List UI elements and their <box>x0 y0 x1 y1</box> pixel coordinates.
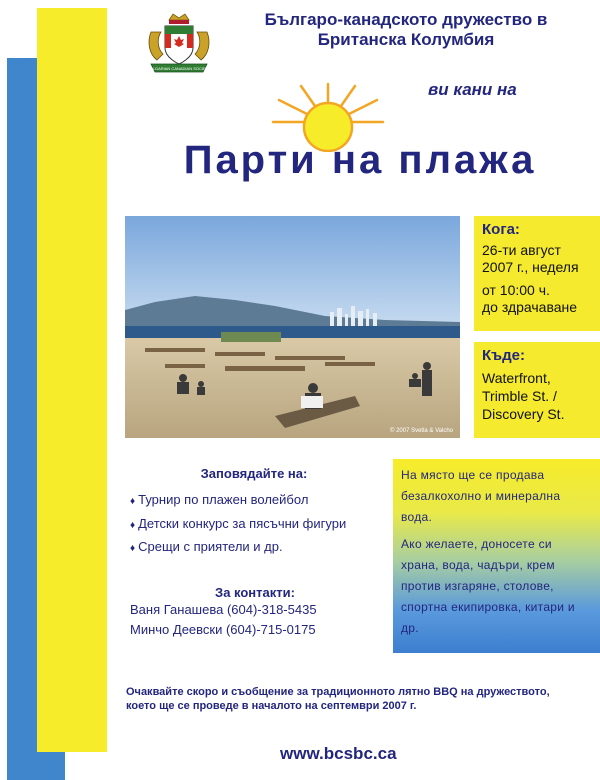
contact-person: Ваня Ганашева (604)-318-5435 <box>130 602 317 617</box>
info-paragraph-bring: Ако желаете, доносете си храна, вода, чадъри, крем против изгаряне, столове, спортна екипировка, китари и др. <box>401 537 575 635</box>
bbq-announcement <box>126 685 586 713</box>
contact-person: Минчо Деевски (604)-715-0175 <box>130 622 316 637</box>
svg-text:BULGARIAN CANADIAN SOCIETY: BULGARIAN CANADIAN SOCIETY <box>147 66 211 71</box>
event-title: Парти на плажа <box>183 138 537 182</box>
diamond-bullet-icon: ♦ <box>130 543 136 554</box>
event-date-line1: 26-ти август <box>482 242 561 258</box>
photo-watermark: © 2007 Svetla & Valcho <box>389 428 453 434</box>
list-item: ♦ Детски конкурс за пясъчни фигури <box>130 516 347 531</box>
diamond-bullet-icon: ♦ <box>130 496 136 507</box>
list-item: ♦ Турнир по плажен волейбол <box>130 492 309 507</box>
location-line2: Trimble St. / <box>482 388 557 404</box>
location-line1: Waterfront, <box>482 370 551 386</box>
location-line3: Discovery St. <box>482 406 565 422</box>
when-box <box>474 216 600 331</box>
info-paragraph-drinks: На място ще се продава безалкохолно и минерална вода. <box>401 468 561 524</box>
when-heading: Кога: <box>482 221 520 238</box>
beach-photo <box>125 216 460 438</box>
diamond-bullet-icon: ♦ <box>130 520 136 531</box>
contacts-heading: За контакти: <box>215 585 295 600</box>
list-item: ♦ Срещи с приятели и др. <box>130 539 283 554</box>
organization-name-line2: Британска Колумбия <box>317 30 495 49</box>
invites-text: ви кани на <box>428 80 517 99</box>
event-time-line2: до здрачаване <box>482 299 578 315</box>
website-url: www.bcsbc.ca <box>280 744 397 763</box>
event-time-line1: от 10:00 ч. <box>482 282 550 298</box>
welcome-heading: Заповядайте на: <box>200 466 308 481</box>
where-box <box>474 342 600 438</box>
decorative-yellow-stripe <box>37 8 107 752</box>
bbq-line1: Очаквайте скоро и съобщение за традиционното лятно BBQ на дружеството, <box>126 686 550 698</box>
where-heading: Къде: <box>482 347 525 364</box>
info-box <box>393 459 600 653</box>
coat-of-arms-icon <box>143 10 215 80</box>
organization-name-line1: Българо-канадското дружество в <box>264 10 548 29</box>
bbq-line2: което ще се проведе в началото на септември 2007 г. <box>126 700 417 712</box>
event-date-line2: 2007 г., неделя <box>482 259 579 275</box>
